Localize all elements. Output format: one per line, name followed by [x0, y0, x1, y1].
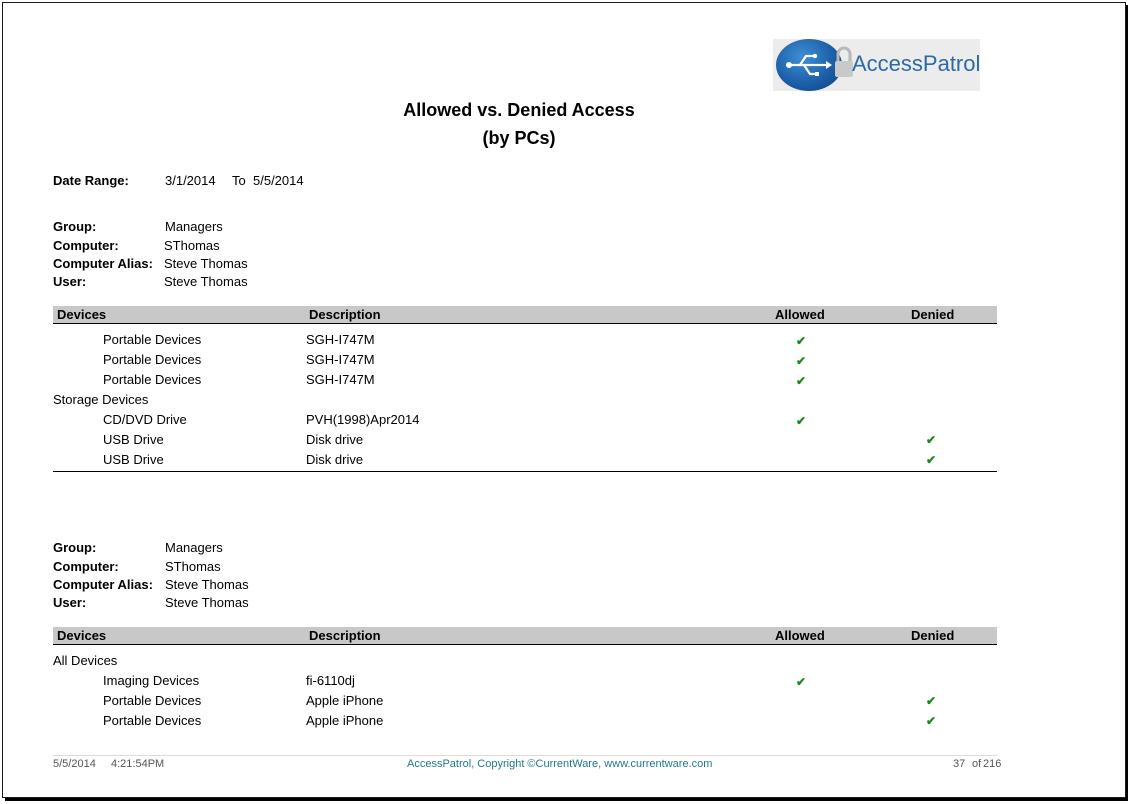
date-range-label: Date Range:: [53, 173, 129, 188]
device-name: Imaging Devices: [103, 673, 200, 688]
date-from: 3/1/2014: [165, 173, 216, 188]
description-column-header: Description: [309, 307, 381, 322]
device-description: SGH-I747M: [306, 332, 375, 347]
category-label: Storage Devices: [53, 392, 149, 407]
computer-label: Computer:: [53, 238, 119, 253]
device-description: Disk drive: [306, 432, 364, 447]
footer-page-total: 216: [983, 758, 1002, 770]
computer-label: Computer:: [53, 559, 119, 574]
table-header: [53, 627, 997, 645]
device-description: SGH-I747M: [306, 372, 375, 387]
computer-alias-value: Steve Thomas: [164, 256, 248, 271]
denied-check-icon: ✔: [926, 453, 937, 467]
footer-of-label: of: [972, 758, 982, 770]
allowed-check-icon: ✔: [796, 374, 807, 388]
date-to: 5/5/2014: [253, 173, 304, 188]
group-value: Managers: [165, 219, 223, 234]
user-value: Steve Thomas: [164, 274, 248, 289]
category-label: All Devices: [53, 653, 118, 668]
allowed-column-header: Allowed: [775, 628, 825, 643]
device-name: Portable Devices: [103, 352, 202, 367]
denied-column-header: Denied: [911, 307, 955, 322]
footer-rule: [53, 755, 997, 756]
device-description: fi-6110dj: [306, 673, 355, 688]
date-to-label: To: [232, 173, 246, 188]
computer-value: SThomas: [165, 559, 221, 574]
device-description: Apple iPhone: [306, 713, 384, 728]
devices-column-header: Devices: [57, 307, 107, 322]
device-description: PVH(1998)Apr2014: [306, 412, 420, 427]
user-label: User:: [53, 274, 87, 289]
allowed-check-icon: ✔: [796, 354, 807, 368]
computer-alias-label: Computer Alias:: [53, 577, 153, 592]
computer-alias-value: Steve Thomas: [165, 577, 249, 592]
device-description: SGH-I747M: [306, 352, 375, 367]
report-title: Allowed vs. Denied Access: [403, 100, 635, 120]
computer-value: SThomas: [164, 238, 220, 253]
device-description: Disk drive: [306, 452, 364, 467]
table-end-rule: [53, 471, 997, 472]
device-name: Portable Devices: [103, 332, 202, 347]
accesspatrol-logo: [773, 39, 980, 91]
user-label: User:: [53, 595, 87, 610]
footer-page-number: 37: [953, 758, 966, 770]
allowed-check-icon: ✔: [796, 414, 807, 428]
denied-check-icon: ✔: [926, 433, 937, 447]
device-name: USB Drive: [103, 432, 164, 447]
group-label: Group:: [53, 219, 97, 234]
device-name: USB Drive: [103, 452, 164, 467]
device-name: Portable Devices: [103, 713, 202, 728]
denied-check-icon: ✔: [926, 694, 937, 708]
footer-date: 5/5/2014: [53, 758, 96, 770]
computer-alias-label: Computer Alias:: [53, 256, 153, 271]
footer-time: 4:21:54PM: [111, 758, 165, 770]
denied-check-icon: ✔: [926, 714, 937, 728]
allowed-column-header: Allowed: [775, 307, 825, 322]
report-page: [2, 2, 1126, 798]
report-subtitle: (by PCs): [482, 128, 556, 148]
footer-copyright: AccessPatrol, Copyright ©CurrentWare, www.currentware.com: [407, 758, 713, 770]
devices-column-header: Devices: [57, 628, 107, 643]
group-value: Managers: [165, 540, 223, 555]
device-description: Apple iPhone: [306, 693, 384, 708]
user-value: Steve Thomas: [165, 595, 249, 610]
device-name: Portable Devices: [103, 693, 202, 708]
table-header: [53, 306, 997, 324]
allowed-check-icon: ✔: [796, 334, 807, 348]
description-column-header: Description: [309, 628, 381, 643]
allowed-check-icon: ✔: [796, 675, 807, 689]
denied-column-header: Denied: [911, 628, 955, 643]
group-label: Group:: [53, 540, 97, 555]
device-name: CD/DVD Drive: [103, 412, 187, 427]
logo-text: AccessPatrol: [852, 51, 981, 76]
device-name: Portable Devices: [103, 372, 202, 387]
